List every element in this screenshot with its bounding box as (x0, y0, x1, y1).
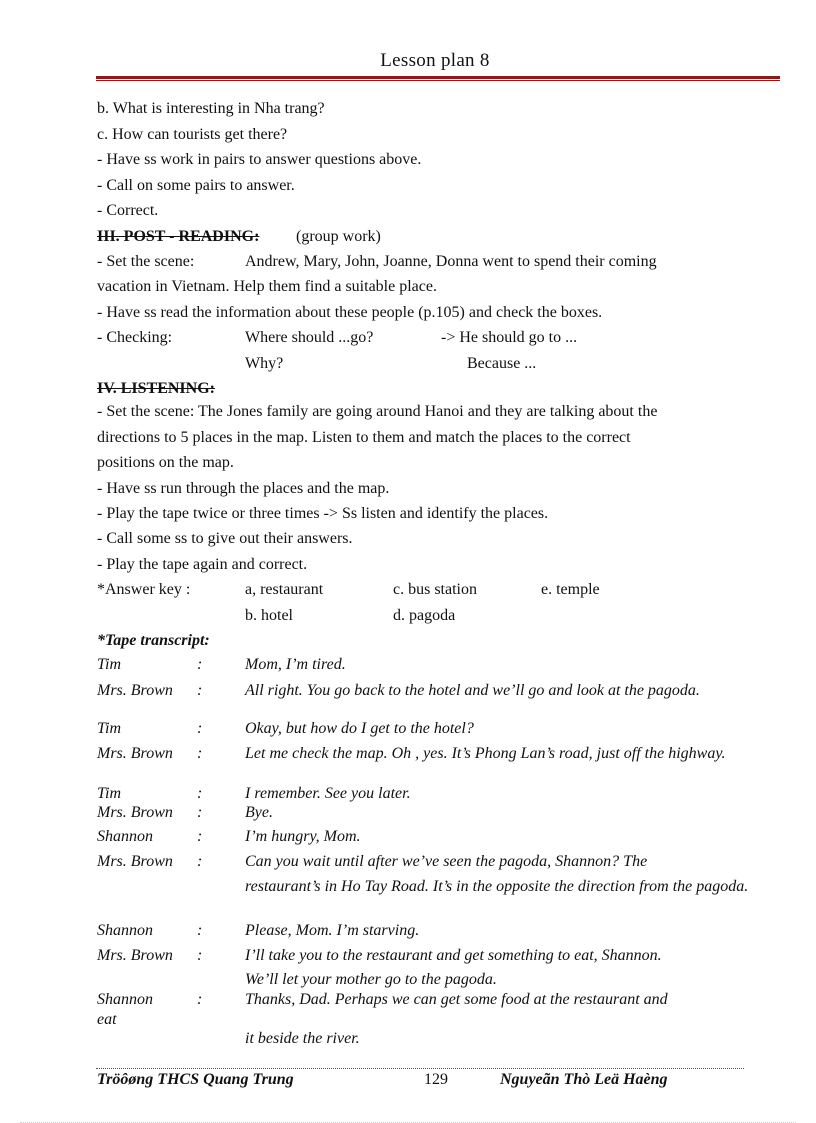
listening-step-play: - Play the tape twice or three times -> Ss listen and identify the places. (97, 505, 549, 522)
transcript-line: I’ll take you to the restaurant and get something to eat, Shannon. (245, 947, 662, 964)
answer-a: a, restaurant (245, 581, 324, 598)
section-heading-listening: IV. LISTENING: (97, 380, 215, 397)
checking-answer-1: -> He should go to ... (441, 329, 578, 346)
transcript-colon: : (197, 828, 203, 845)
transcript-line: Thanks, Dad. Perhaps we can get some food at the restaurant and (245, 991, 668, 1008)
transcript-line: Please, Mom. I’m starving. (245, 922, 420, 939)
header-rule (96, 76, 780, 79)
transcript-colon: : (197, 785, 203, 802)
transcript-colon: : (197, 922, 203, 939)
transcript-line: Bye. (245, 804, 273, 821)
answer-c: c. bus station (393, 581, 477, 598)
footer-school: Tröôøng THCS Quang Trung (97, 1071, 294, 1088)
transcript-colon: : (197, 991, 203, 1008)
transcript-line: I remember. See you later. (245, 785, 411, 802)
listening-step-call: - Call some ss to give out their answers. (97, 530, 353, 547)
listening-scene-2: directions to 5 places in the map. Listen to them and match the places to the correct (97, 429, 631, 446)
transcript-colon: : (197, 853, 203, 870)
section-heading-post-reading: III. POST - READING: (97, 228, 260, 245)
question-b: b. What is interesting in Nha trang? (97, 100, 325, 117)
read-instruction: - Have ss read the information about these people (p.105) and check the boxes. (97, 304, 603, 321)
answer-d: d. pagoda (393, 607, 456, 624)
transcript-line: Let me check the map. Oh , yes. It’s Phong Lan’s road, just off the highway. (245, 745, 726, 762)
transcript-speaker: Mrs. Brown (97, 853, 173, 870)
checking-label: - Checking: (97, 329, 173, 346)
transcript-heading: *Tape transcript: (97, 632, 210, 649)
transcript-speaker: Mrs. Brown (97, 745, 173, 762)
transcript-speaker: Mrs. Brown (97, 947, 173, 964)
transcript-speaker: Mrs. Brown (97, 682, 173, 699)
transcript-colon: : (197, 804, 203, 821)
transcript-line: All right. You go back to the hotel and we’ll go and look at the pagoda. (245, 682, 700, 699)
scene-label: - Set the scene: (97, 253, 195, 270)
transcript-colon: : (197, 947, 203, 964)
transcript-colon: : (197, 682, 203, 699)
group-work-note: (group work) (296, 228, 381, 245)
transcript-speaker: Shannon (97, 991, 153, 1008)
transcript-speaker: eat (97, 1011, 117, 1028)
scene-text: Andrew, Mary, John, Joanne, Donna went to spend their coming (245, 253, 657, 270)
transcript-speaker: Tim (97, 785, 122, 802)
transcript-speaker: Tim (97, 720, 122, 737)
transcript-speaker: Mrs. Brown (97, 804, 173, 821)
footer-rule (96, 1068, 744, 1069)
question-c: c. How can tourists get there? (97, 126, 288, 143)
checking-question-2: Why? (245, 355, 284, 372)
instruction-pairs: - Have ss work in pairs to answer questions above. (97, 151, 422, 168)
scene-continued: vacation in Vietnam. Help them find a suitable place. (97, 278, 437, 295)
transcript-colon: : (197, 656, 203, 673)
footer-page-number: 129 (424, 1071, 448, 1088)
transcript-line: Okay, but how do I get to the hotel? (245, 720, 474, 737)
transcript-line: I’m hungry, Mom. (245, 828, 361, 845)
answer-e: e. temple (541, 581, 600, 598)
instruction-call: - Call on some pairs to answer. (97, 177, 295, 194)
transcript-line: it beside the river. (245, 1030, 360, 1047)
transcript-colon: : (197, 720, 203, 737)
checking-question-1: Where should ...go? (245, 329, 374, 346)
transcript-line: Mom, I’m tired. (245, 656, 346, 673)
transcript-colon: : (197, 745, 203, 762)
answer-key-label: *Answer key : (97, 581, 191, 598)
transcript-speaker: Tim (97, 656, 122, 673)
listening-step-correct: - Play the tape again and correct. (97, 556, 308, 573)
instruction-correct: - Correct. (97, 202, 159, 219)
transcript-line: restaurant’s in Ho Tay Road. It’s in the opposite the direction from the pagoda. (245, 878, 749, 895)
footer-teacher: Nguyeãn Thò Leä Haèng (500, 1071, 668, 1088)
page-title: Lesson plan 8 (380, 50, 490, 71)
answer-b: b. hotel (245, 607, 293, 624)
checking-answer-2: Because ... (467, 355, 537, 372)
transcript-line: Can you wait until after we’ve seen the pagoda, Shannon? The (245, 853, 648, 870)
header-rule-thin (96, 80, 780, 81)
listening-scene-3: positions on the map. (97, 454, 234, 471)
transcript-line: We’ll let your mother go to the pagoda. (245, 971, 497, 988)
transcript-speaker: Shannon (97, 922, 153, 939)
listening-step-run: - Have ss run through the places and the map. (97, 480, 390, 497)
listening-scene-1: - Set the scene: The Jones family are going around Hanoi and they are talking about the (97, 403, 658, 420)
transcript-speaker: Shannon (97, 828, 153, 845)
